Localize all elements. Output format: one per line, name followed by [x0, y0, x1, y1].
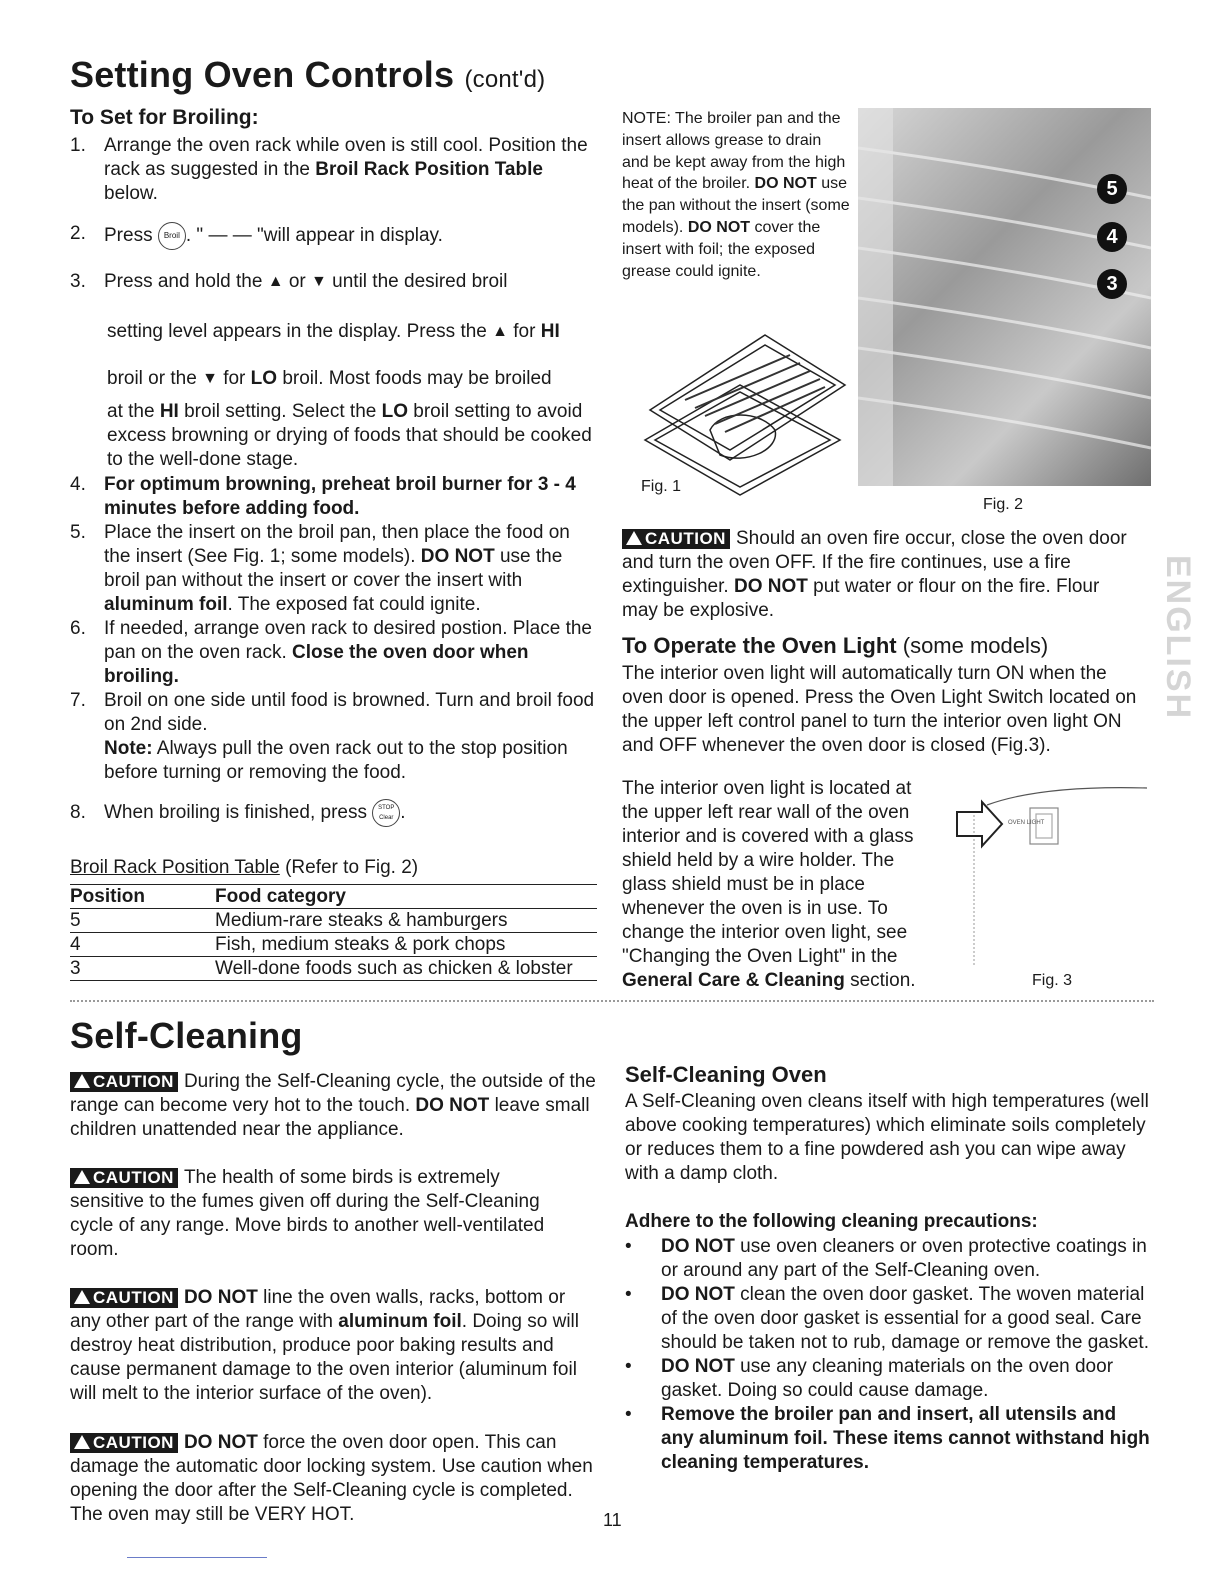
caution-text: leave small children unattended near the appliance.: [70, 1095, 590, 1140]
step-bold: HI: [159, 401, 179, 422]
bullet-icon: •: [625, 1284, 632, 1305]
rack-position-4-marker: 4: [1097, 222, 1127, 252]
oven-light-para-2: [622, 777, 932, 993]
caution-label: CAUTION: [93, 1072, 174, 1091]
table-cell: 3: [70, 957, 215, 981]
broiling-step-6: [70, 617, 600, 689]
self-cleaning-oven-text: A Self-Cleaning oven cleans itself with high temperatures (well above cooking temperatures) which eliminate soils completely or reduces them to a fine powdered ash you can wipe away with a damp cloth.: [625, 1091, 1149, 1184]
step-text: Arrange the oven rack while oven is still cool. Position the rack as suggested in the: [104, 135, 588, 180]
rack-table: [70, 884, 597, 981]
warning-icon: [74, 1435, 90, 1449]
table-cell: 4: [70, 933, 215, 957]
up-arrow-icon: ▲: [267, 273, 284, 290]
step-text: Press and hold the: [104, 271, 263, 293]
note-text: use the pan without the insert (some models).: [622, 175, 850, 236]
caution-bold: DO NOT: [733, 576, 808, 597]
list-item: [625, 1403, 1150, 1475]
caution-text: During the Self-Cleaning cycle, the outside of the range can become very hot to the touch.: [70, 1071, 596, 1116]
oven-light-para-1: The interior oven light will automatically turn ON when the oven door is opened. Press the Oven Light Switch located on the upper left control panel to turn the interior oven light ON and OFF whenever the oven door is closed (Fig.3).: [622, 663, 1137, 756]
step-number: 1.: [70, 135, 86, 156]
caution-label: CAUTION: [93, 1433, 174, 1452]
caution-label: CAUTION: [93, 1288, 174, 1307]
step-text: If needed, arrange oven rack to desired postion. Place the pan on the oven rack.: [104, 618, 592, 663]
step-text: broil setting. Select the: [184, 401, 377, 422]
caution-badge: [70, 1433, 178, 1453]
table-cell: Medium-rare steaks & hamburgers: [215, 909, 597, 933]
up-arrow-icon: ▲: [492, 323, 508, 340]
step-text: Broil on one side until food is browned. Turn and broil food on 2nd side.: [104, 690, 595, 735]
table-header: Food category: [215, 885, 597, 909]
broiler-pan-illustration: [640, 330, 855, 500]
table-header-row: [70, 885, 597, 909]
broiling-step-3-line-3: [107, 367, 602, 391]
step-number: 3.: [70, 271, 86, 292]
bullet-text: use oven cleaners or oven protective coatings in or around any part of the Self-Cleaning oven.: [661, 1236, 1147, 1281]
caution-text: The health of some birds is extremely sensitive to the fumes given off during the Self-Cleaning cycle of any range. Move birds to another well-ventilated room.: [70, 1167, 545, 1260]
rack-table-title-suffix: (Refer to Fig. 2): [285, 857, 419, 878]
note-text: cover the insert with foil; the exposed grease could ignite.: [622, 218, 821, 280]
down-arrow-icon: ▼: [311, 273, 327, 290]
bullet-text: use any cleaning materials on the oven door gasket. Doing so could cause damage.: [661, 1356, 1114, 1401]
broiling-step-7: [70, 689, 600, 785]
step-number: 7.: [70, 690, 86, 711]
caution-label: CAUTION: [645, 529, 726, 548]
step-text: setting level appears in the display. Press the: [107, 321, 487, 343]
step-text: broil. Most foods may be broiled: [282, 368, 552, 390]
caution-text: put water or flour on the fire. Flour may be explosive.: [622, 576, 1100, 621]
bullet-bold: DO NOT: [661, 1284, 735, 1305]
step-number: 8.: [70, 802, 86, 823]
warning-icon: [74, 1074, 90, 1088]
step-bold: aluminum foil: [104, 594, 228, 615]
rack-table-title: [70, 856, 418, 880]
caution-bold: DO NOT: [183, 1287, 258, 1308]
note-text: NOTE: The broiler pan and the insert allows grease to drain and be kept away from the high heat of the broiler.: [622, 110, 846, 193]
table-header: Position: [70, 885, 215, 909]
step-bold: For optimum browning, preheat broil burner for 3 - 4 minutes before adding food.: [104, 474, 576, 519]
broiling-step-8: [70, 799, 600, 827]
oven-light-heading: [622, 633, 1048, 659]
bullet-bold: DO NOT: [661, 1236, 735, 1257]
broiling-step-3-line-4: [107, 400, 602, 472]
fig-1-label: Fig. 1: [641, 478, 682, 495]
broiler-note: [622, 108, 852, 282]
step-text: .: [400, 802, 406, 824]
step-text: for: [223, 368, 246, 390]
switch-label: OVEN LIGHT: [1008, 820, 1045, 826]
self-clean-caution-1: [70, 1070, 600, 1142]
para-bold: General Care & Cleaning: [622, 970, 845, 991]
table-cell: 5: [70, 909, 215, 933]
down-arrow-icon: ▼: [202, 370, 218, 387]
step-bold: Broil Rack Position Table: [315, 159, 543, 180]
caution-text: force the oven door open. This can damage the automatic door locking system. Use caution when opening the door after the Self-Cleaning cycle is completed. The oven may still be VERY HOT.: [70, 1432, 593, 1525]
rack-position-5-marker: 5: [1097, 174, 1127, 204]
step-text: . The exposed fat could ignite.: [227, 594, 481, 615]
step-text: below.: [104, 183, 158, 204]
note-label: Note:: [104, 738, 153, 759]
rack-position-3-marker: 3: [1097, 269, 1127, 299]
table-cell: Fish, medium steaks & pork chops: [215, 933, 597, 957]
step-text: for: [513, 321, 536, 343]
note-bold: DO NOT: [687, 218, 751, 236]
bullet-bold: DO NOT: [661, 1356, 735, 1377]
broiling-step-3: [70, 270, 600, 294]
fig-2-label: Fig. 2: [983, 496, 1024, 513]
list-item: [625, 1355, 1150, 1403]
bullet-text: clean the oven door gasket. The woven material of the oven door gasket is essential for a good seal. Care should be taken not to rub, damage or remove the gasket.: [661, 1284, 1149, 1353]
caution-badge: [70, 1288, 178, 1308]
oven-light-switch-illustration: [952, 780, 1152, 970]
broiling-step-2: [70, 222, 600, 250]
warning-icon: [626, 531, 642, 545]
step-text: Press: [104, 225, 153, 247]
bullet-icon: •: [625, 1356, 632, 1377]
self-clean-caution-2: [70, 1166, 570, 1262]
rack-table-title-text: Broil Rack Position Table: [70, 857, 280, 878]
stop-clear-key-icon: STOP Clear: [372, 799, 400, 827]
fig-3-label: Fig. 3: [1032, 972, 1073, 989]
self-cleaning-title: Self-Cleaning: [70, 1015, 303, 1056]
caution-text: Should an oven fire occur, close the oven door and turn the oven OFF. If the fire continues, use a fire extinguisher.: [622, 528, 1127, 597]
table-row: [70, 933, 597, 957]
caution-bold: DO NOT: [183, 1432, 258, 1453]
caution-label: CAUTION: [93, 1168, 174, 1187]
page-title-text: Setting Oven Controls: [70, 54, 455, 95]
note-text: Always pull the oven rack out to the stop position before turning or removing the food.: [104, 738, 568, 783]
caution-text: line the oven walls, racks, bottom or any other part of the range with: [70, 1287, 566, 1332]
table-cell: Well-done foods such as chicken & lobster: [215, 957, 597, 981]
step-text: or: [288, 271, 306, 293]
fire-caution: [622, 527, 1127, 623]
page-number: 11: [603, 1510, 622, 1530]
oven-light-heading-text: To Operate the Oven Light: [622, 633, 897, 658]
section-divider: [70, 1000, 1154, 1002]
warning-icon: [74, 1290, 90, 1304]
step-text: until the desired broil: [332, 271, 508, 293]
broiling-step-4: [70, 473, 600, 521]
broiling-step-5: [70, 521, 600, 617]
table-row: [70, 909, 597, 933]
step-text: broil or the: [107, 368, 197, 390]
bullet-icon: •: [625, 1236, 632, 1257]
caution-text: . Doing so will destroy heat distribution, produce poor baking results and cause permanent damage to the oven interior (aluminum foil will melt to the interior surface of the oven).: [70, 1311, 579, 1404]
step-bold: LO: [250, 368, 278, 390]
step-number: 2.: [70, 223, 86, 244]
bullet-bold: Remove the broiler pan and insert, all utensils and any aluminum foil. These items cannot withstand high cleaning temperatures.: [661, 1404, 1150, 1473]
oven-light-heading-suffix: (some models): [902, 633, 1049, 658]
step-bold: LO: [381, 401, 408, 422]
step-text: Place the insert on the broil pan, then place the food on the insert (See Fig. 1; some models).: [104, 522, 570, 567]
caution-bold: aluminum foil: [338, 1311, 462, 1332]
para-text: The interior oven light is located at the upper left rear wall of the oven interior and is covered with a glass shield held by a wire holder. The glass shield must be in place whenever the oven is in use. To change the interior oven light, see "Changing the Oven Light" in the: [622, 778, 914, 967]
step-text: at the: [107, 401, 155, 422]
warning-icon: [74, 1170, 90, 1184]
bullet-icon: •: [625, 1404, 632, 1425]
para-text: section.: [850, 970, 916, 991]
caution-badge: [70, 1072, 178, 1092]
step-number: 4.: [70, 474, 86, 495]
list-item: [625, 1235, 1150, 1283]
self-cleaning-oven-heading: Self-Cleaning Oven: [625, 1062, 827, 1087]
page-title: [70, 54, 545, 96]
step-text: use the broil pan without the insert or cover the insert with: [104, 546, 563, 591]
language-side-tab: ENGLISH: [1159, 555, 1197, 721]
broil-key-icon: Broil: [158, 222, 186, 250]
step-number: 6.: [70, 618, 86, 639]
list-item: [625, 1283, 1150, 1355]
step-text: When broiling is finished, press: [104, 802, 367, 824]
note-bold: DO NOT: [754, 175, 817, 193]
caution-bold: DO NOT: [415, 1095, 490, 1116]
step-bold: DO NOT: [420, 546, 495, 567]
caution-badge: [622, 529, 730, 549]
step-text: broil setting to avoid excess browning or drying of foods that should be cooked to the well-done stage.: [107, 401, 592, 470]
broiling-step-3-line-2: [107, 320, 602, 344]
precautions-heading: Adhere to the following cleaning precautions:: [625, 1211, 1038, 1232]
precautions-list: [625, 1235, 1150, 1475]
step-text: . " — — "will appear in display.: [185, 225, 443, 247]
table-row: [70, 957, 597, 981]
page-title-suffix: (cont'd): [464, 66, 546, 93]
broiling-heading: To Set for Broiling:: [70, 106, 259, 129]
step-bold: HI: [540, 321, 560, 343]
broiling-step-1: [70, 134, 600, 206]
footer-rule: [127, 1557, 267, 1558]
caution-badge: [70, 1168, 178, 1188]
self-clean-caution-4: [70, 1431, 595, 1527]
self-clean-caution-3: [70, 1286, 600, 1406]
step-bold: Close the oven door when broiling.: [104, 642, 529, 687]
step-number: 5.: [70, 522, 86, 543]
